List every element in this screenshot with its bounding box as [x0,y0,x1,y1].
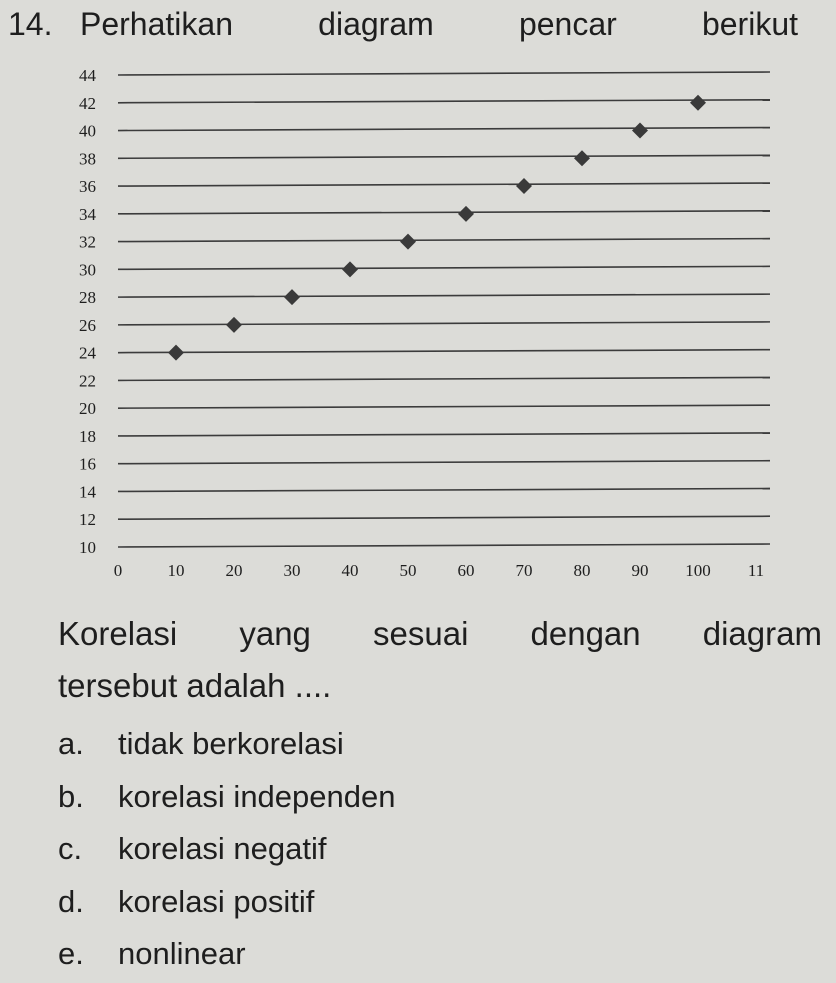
question-header [8,2,798,46]
data-point-marker [226,317,242,333]
prompt-line-2: tersebut adalah .... [58,667,332,704]
option-text: tidak berkorelasi [118,726,344,761]
y-tick-label: 34 [79,204,96,224]
grid-line [118,405,770,408]
option-text: korelasi negatif [118,831,327,866]
option-letter: e. [58,936,84,971]
option-letter: d. [58,883,84,919]
x-tick-label: 40 [341,561,359,580]
grid-line [118,239,770,242]
grid-line [118,488,770,491]
data-point-marker [632,123,648,139]
y-tick-label: 40 [79,121,96,141]
question-number: 14. [8,6,53,42]
x-tick-label: 0 [113,561,123,580]
x-tick-label: 11 [747,561,765,580]
y-tick-label: 26 [79,315,96,335]
question-prompt [58,608,822,712]
option-letter: c. [58,831,83,866]
y-tick-label: 36 [79,177,96,197]
data-point-marker [400,234,416,250]
grid-line [118,128,770,131]
y-tick-label: 42 [79,93,96,113]
grid-line [118,544,770,547]
x-tick-label: 10 [167,561,185,580]
option-a[interactable] [58,718,396,771]
grid-line [118,322,770,325]
option-text: nonlinear [118,936,246,971]
title-word: berikut [701,6,798,42]
x-tick-label: 70 [515,561,533,580]
scatter-chart-svg [0,50,836,590]
data-point-marker [342,261,358,277]
prompt-word: Korelasi [58,615,178,652]
option-d[interactable] [58,876,396,929]
grid-line [118,433,770,436]
y-tick-label: 20 [79,399,96,419]
y-tick-label: 12 [79,510,96,530]
y-tick-label: 30 [79,260,96,280]
grid-line [118,516,770,519]
title-word: diagram [318,6,434,42]
option-text: korelasi independen [118,778,396,814]
grid-line [118,461,770,464]
x-tick-label: 60 [457,561,475,580]
x-tick-label: 80 [573,561,591,580]
data-point-marker [690,95,706,111]
x-tick-label: 50 [399,561,417,580]
option-letter: b. [58,778,84,814]
data-point-marker [574,150,590,166]
option-e[interactable] [58,928,396,981]
grid-line [118,100,770,103]
y-tick-label: 16 [79,454,96,474]
grid-line [118,377,770,380]
y-tick-label: 24 [79,343,96,363]
x-tick-label: 90 [631,561,649,580]
x-tick-label: 100 [685,561,711,580]
grid-line [118,155,770,158]
title-word: Perhatikan [80,6,233,42]
grid-line [118,266,770,269]
prompt-word: sesuai [373,615,469,652]
y-tick-label: 32 [79,232,96,252]
prompt-word: dengan [530,615,641,652]
prompt-word: diagram [702,615,822,652]
grid-line [118,72,770,75]
answer-options [58,718,396,981]
grid-line [118,211,770,214]
y-tick-label: 10 [79,538,96,557]
data-point-marker [168,345,184,361]
question-title [80,2,798,46]
data-point-marker [458,206,474,222]
y-tick-label: 22 [79,371,96,391]
option-b[interactable] [58,771,396,824]
prompt-word: yang [239,615,311,652]
y-tick-label: 18 [79,426,96,446]
title-word: pencar [518,6,617,42]
option-c[interactable] [58,823,396,876]
y-tick-label: 38 [79,149,96,169]
grid-line [118,183,770,186]
x-tick-label: 30 [283,561,301,580]
y-tick-label: 44 [79,66,96,85]
grid-line [118,294,770,297]
data-point-marker [516,178,532,194]
scatter-chart [0,50,836,595]
y-tick-label: 14 [79,482,96,502]
prompt-line-1 [58,608,822,660]
data-point-marker [284,289,300,305]
grid-line [118,350,770,353]
y-tick-label: 28 [79,288,96,308]
option-text: korelasi positif [118,883,315,919]
x-tick-label: 20 [225,561,243,580]
option-letter: a. [58,726,84,761]
